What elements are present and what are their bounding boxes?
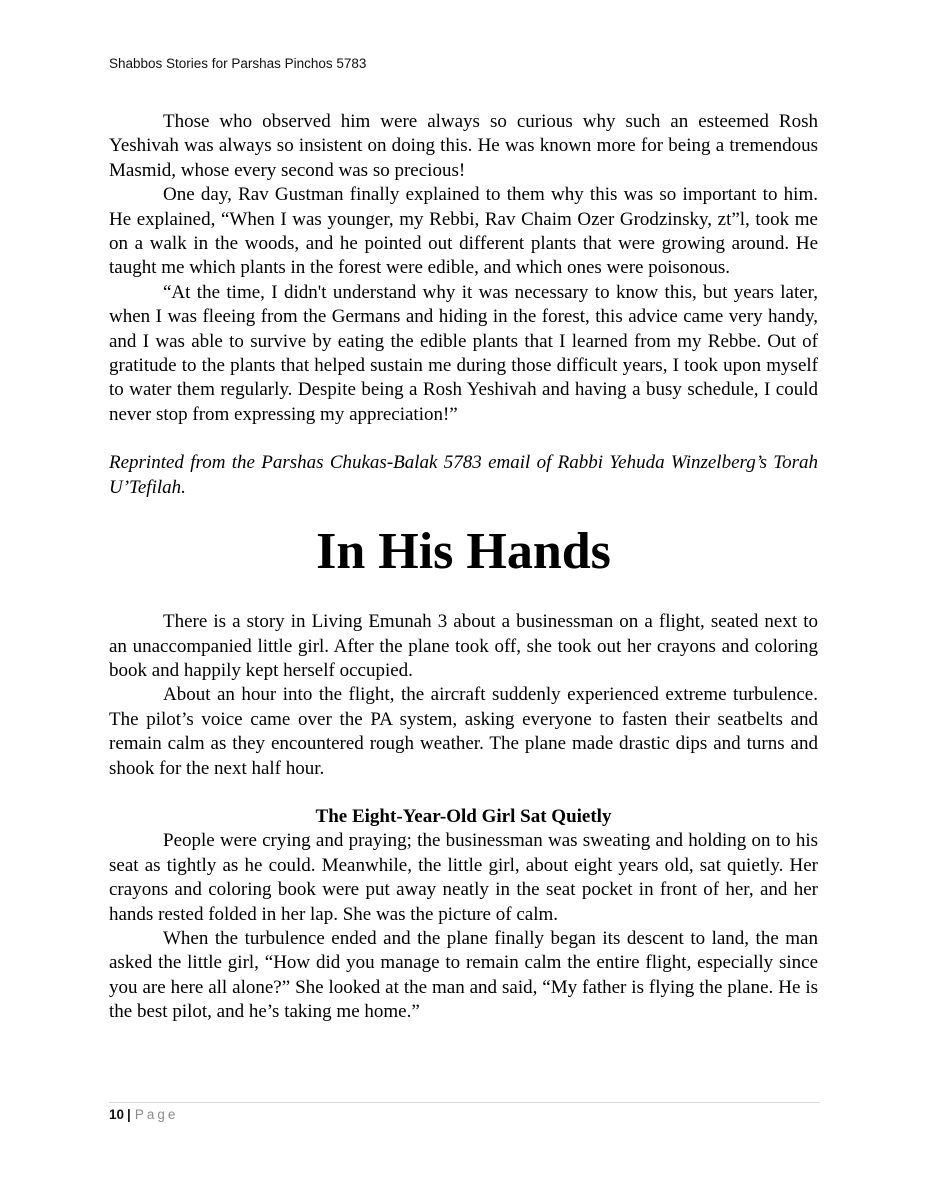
reprint-credit: Reprinted from the Parshas Chukas-Balak 5783 email of Rabbi Yehuda Winzelberg’s Torah U’Tefilah. — [109, 452, 818, 498]
story2-paragraph-2: About an hour into the flight, the aircraft suddenly experienced extreme turbulence. The pilot’s voice came over the PA system, asking everyone to fasten their seatbelts and remain calm as they encountered rough weather. The plane made drastic dips and turns and shook for the next half hour. — [109, 684, 818, 779]
page-number: 10 — [109, 1107, 125, 1122]
section-subheading: The Eight-Year-Old Girl Sat Quietly — [315, 805, 612, 827]
story1-paragraph-2: One day, Rav Gustman finally explained to them why this was so important to him. He explained, “When I was younger, my Rebbi, Rav Chaim Ozer Grodzinsky, zt”l, took me on a walk in the woods, and he pointed out different plants that were growing around. He taught me which plants in the forest were edible, and which ones were poisonous. — [109, 184, 818, 279]
story-title: In His Hands — [316, 523, 611, 581]
story2-paragraph-4: When the turbulence ended and the plane finally began its descent to land, the man asked the little girl, “How did you manage to remain calm the entire flight, especially since you are here all alone?” She looked at the man and said, “My father is flying the plane. He is the best pilot, and he’s taking me home.” — [109, 927, 818, 1023]
story1-paragraph-1: Those who observed him were always so curious why such an esteemed Rosh Yeshivah was always so insistent on doing this. He was known more for being a tremendous Masmid, whose every second was so precious! — [109, 111, 818, 181]
footer-divider — [109, 1102, 820, 1103]
page-label: Page — [134, 1107, 179, 1122]
running-header: Shabbos Stories for Parshas Pinchos 5783 — [109, 56, 367, 71]
story2-paragraph-1: There is a story in Living Emunah 3 about a businessman on a flight, seated next to an unaccompanied little girl. After the plane took off, she took out her crayons and coloring book and happily kept herself occupied. — [109, 611, 818, 681]
footer-separator: | — [127, 1107, 131, 1122]
story2-paragraph-3: People were crying and praying; the businessman was sweating and holding on to his seat as tightly as he could. Meanwhile, the little girl, about eight years old, sat quietly. Her crayons and coloring book were put away neatly in the seat pocket in front of her, and her hands rested folded in her lap. She was the picture of calm. — [109, 830, 818, 925]
page-content — [109, 110, 818, 1025]
story1-paragraph-3: “At the time, I didn't understand why it was necessary to know this, but years later, when I was fleeing from the Germans and hiding in the forest, this advice came very handy, and I was able to survive by eating the edible plants that I learned from my Rebbe. Out of gratitude to the plants that helped sustain me during those difficult years, I took upon myself to water them regularly. Despite being a Rosh Yeshivah and having a busy schedule, I could never stop from expressing my appreciation!” — [109, 281, 818, 425]
page-footer — [109, 1107, 178, 1122]
